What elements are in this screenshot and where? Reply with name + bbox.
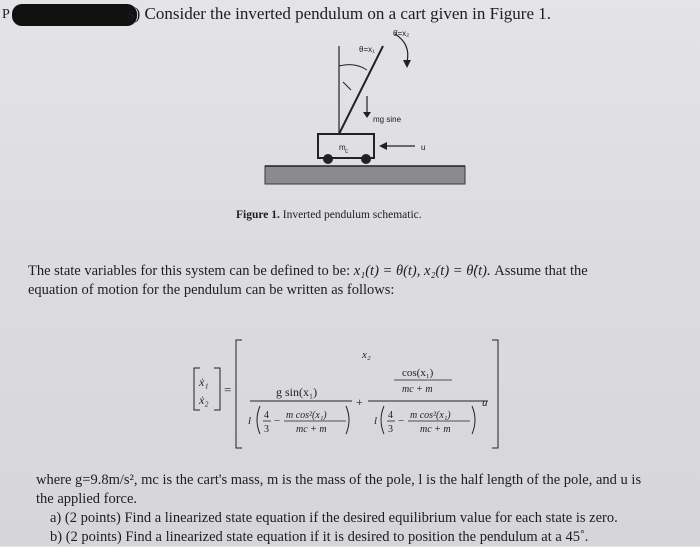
lhs-x1dot: ẋ₁ <box>199 375 209 389</box>
term1-paren-left <box>257 406 260 434</box>
term1-numerator: g sin(x₁) <box>276 385 318 399</box>
cropped-corner-letter: P <box>2 7 10 22</box>
term2-den-num: m cos²(x₁) <box>410 410 451 421</box>
label-mass-sub: c <box>345 149 348 155</box>
half-length-tick <box>343 82 351 90</box>
caption-text: Inverted pendulum schematic. <box>279 209 422 221</box>
plus-sign: + <box>356 395 363 409</box>
equation-of-motion <box>190 338 510 450</box>
term1-l: l <box>248 415 252 427</box>
state-definition: x₁(t) = θ(t), x₂(t) = θ̇(t). <box>353 263 491 279</box>
input-u: u <box>482 397 488 409</box>
label-force: mg sine <box>373 115 402 124</box>
force-arrowhead <box>363 112 371 118</box>
term2-den-den: mc + m <box>420 424 451 435</box>
definitions-line2: the applied force. <box>36 491 138 507</box>
top-entry: x₂ <box>362 349 371 361</box>
term1-four: 4 <box>264 410 269 421</box>
term2-l: l <box>374 415 378 427</box>
rhs-bracket-left <box>236 340 242 448</box>
term1-paren-right <box>346 406 349 434</box>
lhs-bracket-right <box>214 368 220 410</box>
term2-paren-right <box>472 406 475 434</box>
rotation-arrow <box>395 34 408 62</box>
term2-paren-left <box>381 406 384 434</box>
label-mass: m <box>339 143 346 152</box>
caption-label: Figure 1. <box>236 209 280 221</box>
definitions-paragraph <box>36 471 686 509</box>
question-label: b) <box>50 529 63 545</box>
problem-title: s) Consider the inverted pendulum on a cart given in Figure 1. <box>128 4 552 23</box>
question-item <box>50 528 690 547</box>
cart-wheel-left <box>323 154 333 164</box>
term1-den-num: m cos²(x₁) <box>286 410 327 421</box>
pendulum-figure <box>255 26 475 211</box>
definitions-line1: where g=9.8m/s², mc is the cart's mass, m is the mass of the pole, l is the half length of the pole, and u is <box>36 472 642 488</box>
lhs-x2dot: ẋ₂ <box>199 393 209 407</box>
label-theta-x2: θ̇=x₂ <box>393 29 410 38</box>
input-arrowhead <box>379 142 387 150</box>
term1-minus: − <box>274 415 281 427</box>
question-label: a) <box>50 510 62 526</box>
intro-line1-end: Assume that the <box>490 263 588 279</box>
cart-wheel-right <box>361 154 371 164</box>
redaction-mark <box>12 4 137 26</box>
figure-caption <box>236 209 422 221</box>
intro-line2: equation of motion for the pendulum can be written as follows: <box>28 282 395 298</box>
rhs-bracket-right <box>492 340 498 448</box>
question-text: (2 points) Find a linearized state equation if the desired equilibrium value for each state is zero. <box>64 510 618 526</box>
term2-minus: − <box>398 415 405 427</box>
label-theta-x1: θ=x₁ <box>359 45 375 54</box>
term1-den-den: mc + m <box>296 424 327 435</box>
question-item <box>50 509 690 528</box>
label-input: u <box>421 143 426 152</box>
term2-three: 3 <box>388 424 393 435</box>
term2-num-bot: mc + m <box>402 384 433 395</box>
term1-three: 3 <box>264 424 269 435</box>
term2-four: 4 <box>388 410 393 421</box>
intro-line1-start: The state variables for this system can be defined to be: <box>28 263 354 279</box>
question-text: (2 points) Find a linearized state equation if it is desired to position the pendulum at a 45˚. <box>65 529 589 545</box>
ground-block <box>265 166 465 184</box>
theta-arc <box>339 65 367 70</box>
question-list <box>50 509 690 547</box>
term2-num-top: cos(x₁) <box>402 367 434 379</box>
equals-sign: = <box>224 382 232 397</box>
intro-paragraph <box>28 262 678 300</box>
rotation-arrowhead <box>403 60 411 68</box>
